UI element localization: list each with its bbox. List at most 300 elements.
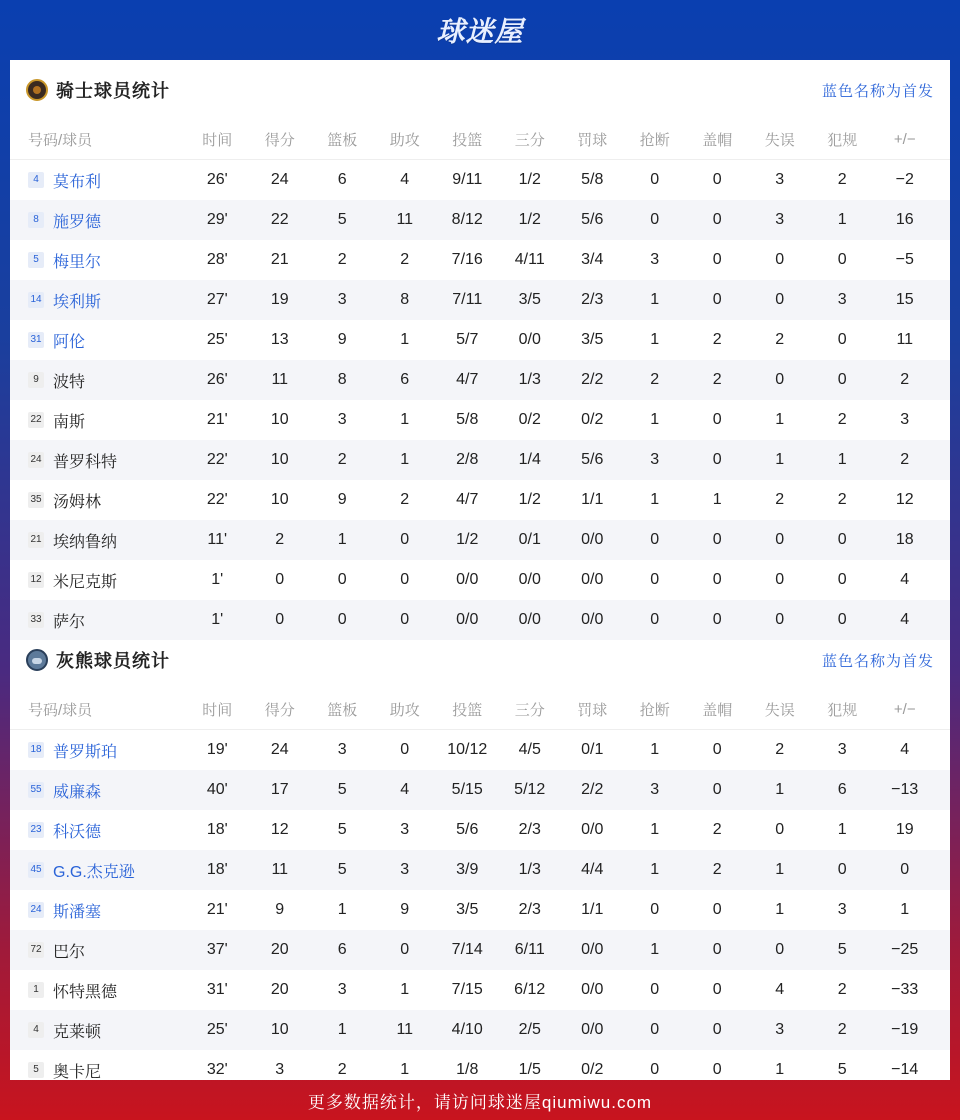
player-row[interactable] [10,730,950,770]
stat-plus-minus: 15 [895,291,914,308]
stat-time: 26' [206,371,228,388]
player-row[interactable] [10,480,950,520]
stat-plus-minus: 16 [895,211,914,228]
stat-three-pt: 4/11 [514,251,545,268]
player-row[interactable] [10,770,950,810]
player-row[interactable] [10,930,950,970]
stat-turnovers: 0 [775,531,785,548]
stat-steals: 0 [650,611,660,628]
jersey-number-badge: 9 [28,372,44,388]
column-header-turnovers: 失误 [764,132,795,149]
stat-assists: 0 [400,531,410,548]
stat-three-pt: 2/5 [518,1021,541,1038]
stat-time: 21' [206,901,228,918]
stat-steals: 1 [650,741,660,758]
stat-time: 19' [206,741,228,758]
stat-rebounds: 2 [337,1061,347,1078]
stat-rebounds: 3 [337,411,347,428]
stat-time: 28' [206,251,228,268]
stat-time: 25' [206,331,228,348]
stat-assists: 1 [400,451,410,468]
stat-blocks: 0 [712,781,722,798]
stat-fg: 3/5 [456,901,479,918]
stat-plus-minus: −14 [891,1061,919,1078]
column-header-points: 得分 [264,132,295,149]
stat-blocks: 0 [712,291,722,308]
stat-turnovers: 1 [775,451,785,468]
stat-rebounds: 3 [337,981,347,998]
stat-fouls: 1 [837,821,847,838]
stat-time: 1' [211,571,224,588]
stat-three-pt: 0/2 [518,411,541,428]
stat-fouls: 2 [837,171,847,188]
jersey-number-badge: 5 [28,1062,44,1078]
stat-fouls: 2 [837,1021,847,1038]
column-header-player: 号码/球员 [28,702,93,719]
stat-points: 10 [270,411,289,428]
player-name[interactable]: 波特 [53,373,86,391]
stat-fouls: 0 [837,611,847,628]
player-name[interactable]: 奥卡尼 [53,1063,102,1081]
player-cell [10,779,186,802]
jersey-number-badge: 12 [28,572,44,588]
stats-panel [10,60,950,1080]
player-row[interactable] [10,850,950,890]
stat-blocks: 0 [712,901,722,918]
stat-plus-minus: 11 [896,331,914,348]
player-name[interactable]: 萨尔 [53,613,86,631]
stat-rebounds: 5 [337,861,347,878]
player-cell [10,369,186,392]
stat-steals: 0 [650,901,660,918]
stat-ft: 0/0 [581,571,604,588]
stat-fg: 2/8 [456,451,479,468]
column-header-three-pt: 三分 [514,132,545,149]
column-header-fg: 投篮 [452,702,483,719]
stat-ft: 0/0 [581,941,604,958]
stat-fouls: 2 [837,981,847,998]
player-row[interactable] [10,160,950,200]
column-header-rebounds: 篮板 [327,702,358,719]
stat-three-pt: 1/3 [518,371,541,388]
jersey-number-badge: 33 [28,612,44,628]
stat-rebounds: 5 [337,821,347,838]
stat-turnovers: 0 [775,291,785,308]
column-header-ft: 罚球 [577,132,608,149]
stat-fg: 7/15 [451,981,483,998]
column-header-plus-minus: +/− [893,701,916,718]
stat-ft: 2/2 [581,781,604,798]
player-name[interactable]: 埃利斯 [53,293,102,311]
stat-turnovers: 1 [775,411,785,428]
stat-three-pt: 1/2 [518,211,541,228]
player-cell [10,939,186,962]
jersey-number-badge: 21 [28,532,44,548]
stat-ft: 0/0 [581,531,604,548]
column-header-assists: 助攻 [389,132,420,149]
stat-rebounds: 1 [337,1021,347,1038]
stat-points: 22 [270,211,289,228]
stat-rebounds: 5 [337,781,347,798]
player-row[interactable] [10,280,950,320]
stat-ft: 0/1 [581,741,604,758]
stat-ft: 2/3 [581,291,604,308]
stat-time: 26' [206,171,228,188]
stat-assists: 2 [400,251,410,268]
stat-steals: 1 [650,941,660,958]
column-header-points: 得分 [264,702,295,719]
stat-points: 3 [275,1061,285,1078]
stat-fg: 1/2 [456,531,479,548]
stat-three-pt: 1/5 [518,1061,541,1078]
stat-fouls: 0 [837,331,847,348]
stat-fouls: 0 [837,251,847,268]
section-title [26,77,170,103]
stat-fouls: 0 [837,571,847,588]
stat-points: 24 [270,741,289,758]
stat-turnovers: 0 [775,251,785,268]
stat-plus-minus: 1 [900,901,910,918]
footer-banner[interactable]: 更多数据统计，请访问球迷屋qiumiwu.com [307,1092,653,1112]
cavaliers-logo-icon [26,79,48,101]
player-cell [10,739,186,762]
stat-points: 13 [270,331,289,348]
player-cell [10,249,186,272]
stat-fg: 3/9 [456,861,479,878]
stat-time: 1' [211,611,224,628]
player-row[interactable] [10,970,950,1010]
stat-plus-minus: −25 [891,941,919,958]
stat-three-pt: 2/3 [518,821,541,838]
jersey-number-badge: 22 [28,412,44,428]
stat-three-pt: 5/12 [514,781,546,798]
stat-blocks: 2 [712,821,722,838]
stat-blocks: 0 [712,1061,722,1078]
stat-plus-minus: −5 [895,251,914,268]
stat-time: 11' [207,531,228,548]
player-name[interactable]: 梅里尔 [53,253,102,271]
stat-assists: 6 [400,371,410,388]
stat-fg: 0/0 [456,611,479,628]
jersey-number-badge: 8 [28,212,44,228]
stat-time: 31' [206,981,228,998]
jersey-number-badge: 18 [28,742,44,758]
stat-assists: 11 [396,1021,414,1038]
stat-turnovers: 2 [775,741,785,758]
stat-points: 21 [270,251,289,268]
player-cell [10,209,186,232]
player-name[interactable]: 科沃德 [53,823,102,841]
stat-plus-minus: 12 [895,491,914,508]
stat-assists: 4 [400,781,410,798]
grizzlies-logo-icon [26,649,48,671]
stat-plus-minus: 4 [900,741,910,758]
stat-ft: 1/1 [581,491,604,508]
column-header-blocks: 盖帽 [702,702,733,719]
player-row[interactable] [10,560,950,600]
player-cell [10,609,186,632]
stat-plus-minus: −33 [891,981,919,998]
stat-assists: 9 [400,901,410,918]
stat-three-pt: 0/0 [518,331,541,348]
jersey-number-badge: 72 [28,942,44,958]
player-row[interactable] [10,320,950,360]
player-row[interactable] [10,520,950,560]
stat-plus-minus: −2 [895,171,914,188]
stat-plus-minus: −13 [891,781,919,798]
player-row[interactable] [10,400,950,440]
stat-time: 37' [206,941,228,958]
stat-points: 17 [270,781,289,798]
column-header-blocks: 盖帽 [702,132,733,149]
stat-rebounds: 6 [337,941,347,958]
stat-fg: 4/10 [451,1021,483,1038]
stat-fouls: 1 [837,211,847,228]
stat-assists: 3 [400,861,410,878]
starter-legend-note: 蓝色名称为首发 [821,82,934,100]
player-cell [10,1019,186,1042]
stat-assists: 3 [400,821,410,838]
stat-points: 0 [275,611,285,628]
player-cell [10,819,186,842]
stat-steals: 1 [650,331,660,348]
stat-fouls: 3 [837,741,847,758]
section-header [10,60,950,120]
stat-plus-minus: 2 [900,371,910,388]
stat-assists: 4 [400,171,410,188]
stat-rebounds: 9 [337,331,347,348]
stat-blocks: 2 [712,331,722,348]
stat-points: 19 [270,291,289,308]
player-cell [10,489,186,512]
player-name[interactable]: 怀特黑德 [53,983,118,1001]
column-header-assists: 助攻 [389,702,420,719]
stat-fg: 5/15 [451,781,483,798]
stat-turnovers: 2 [775,491,785,508]
player-row[interactable] [10,810,950,850]
stat-assists: 0 [400,571,410,588]
stat-three-pt: 1/2 [518,491,541,508]
player-name[interactable]: 克莱顿 [53,1023,102,1041]
stat-fg: 1/8 [456,1061,479,1078]
stat-ft: 0/2 [581,411,604,428]
stat-time: 21' [206,411,228,428]
stat-points: 2 [275,531,285,548]
player-name[interactable]: 巴尔 [53,943,86,961]
stat-rebounds: 0 [337,571,347,588]
player-row[interactable] [10,890,950,930]
stat-ft: 3/5 [581,331,604,348]
jersey-number-badge: 4 [28,172,44,188]
stat-fg: 0/0 [456,571,479,588]
stat-ft: 5/6 [581,211,604,228]
section-header [10,630,950,690]
section-title [26,647,170,673]
stat-steals: 2 [650,371,660,388]
player-name[interactable]: 南斯 [53,413,86,431]
stat-fouls: 5 [837,941,847,958]
table-header-row [10,690,950,730]
stat-assists: 1 [400,331,410,348]
column-header-time: 时间 [202,132,233,149]
top-bar [0,0,960,60]
player-cell [10,289,186,312]
jersey-number-badge: 31 [28,332,44,348]
stat-plus-minus: 2 [900,451,910,468]
stat-three-pt: 2/3 [518,901,541,918]
player-cell [10,329,186,352]
stat-turnovers: 0 [775,821,785,838]
player-name[interactable]: 施罗德 [53,213,102,231]
stat-points: 11 [271,861,289,878]
player-cell [10,979,186,1002]
stat-plus-minus: 18 [895,531,914,548]
column-header-fouls: 犯规 [827,132,858,149]
jersey-number-badge: 1 [28,982,44,998]
column-header-turnovers: 失误 [764,702,795,719]
stat-assists: 1 [400,1061,410,1078]
stat-blocks: 0 [712,411,722,428]
stat-turnovers: 2 [775,331,785,348]
stat-plus-minus: 4 [900,571,910,588]
stat-plus-minus: 3 [900,411,910,428]
player-cell [10,169,186,192]
stat-turnovers: 1 [775,861,785,878]
stat-steals: 0 [650,531,660,548]
column-header-ft: 罚球 [577,702,608,719]
player-name[interactable]: 威廉森 [53,783,102,801]
stat-turnovers: 3 [775,1021,785,1038]
stat-fg: 7/11 [452,291,483,308]
stat-fg: 5/6 [456,821,479,838]
stat-blocks: 0 [712,211,722,228]
player-name[interactable]: G.G.杰克逊 [53,863,135,881]
stat-assists: 0 [400,941,410,958]
column-header-time: 时间 [202,702,233,719]
grizzlies-section [10,630,950,1090]
stat-time: 32' [206,1061,228,1078]
stat-three-pt: 4/5 [518,741,541,758]
player-cell [10,409,186,432]
stat-fouls: 2 [837,411,847,428]
stat-plus-minus: 0 [900,861,910,878]
stat-ft: 0/2 [581,1061,604,1078]
column-header-steals: 抢断 [639,132,670,149]
stat-points: 24 [270,171,289,188]
stat-plus-minus: −19 [891,1021,919,1038]
player-name[interactable]: 汤姆林 [53,493,102,511]
player-name[interactable]: 米尼克斯 [53,573,118,591]
stat-blocks: 0 [712,451,722,468]
player-cell [10,449,186,472]
stat-rebounds: 1 [337,531,347,548]
stat-points: 20 [270,941,289,958]
column-header-plus-minus: +/− [893,131,916,148]
stat-rebounds: 3 [337,291,347,308]
stat-assists: 8 [400,291,410,308]
stat-points: 10 [270,491,289,508]
player-name[interactable]: 普罗斯珀 [53,743,118,761]
cavaliers-section [10,60,950,640]
stat-three-pt: 6/12 [514,981,546,998]
player-row[interactable] [10,1010,950,1050]
stat-ft: 4/4 [581,861,604,878]
player-cell [10,569,186,592]
stat-blocks: 0 [712,171,722,188]
stat-points: 20 [270,981,289,998]
stat-rebounds: 8 [337,371,347,388]
column-header-three-pt: 三分 [514,702,545,719]
stat-fg: 7/16 [451,251,483,268]
jersey-number-badge: 24 [28,902,44,918]
stat-fg: 5/8 [456,411,479,428]
stat-fg: 10/12 [447,741,488,758]
stat-blocks: 0 [712,251,722,268]
player-cell [10,529,186,552]
stat-fouls: 0 [837,861,847,878]
stat-assists: 0 [400,611,410,628]
brand-logo[interactable]: 球迷屋 [436,15,524,48]
player-row[interactable] [10,240,950,280]
player-name[interactable]: 莫布利 [53,173,102,191]
player-row[interactable] [10,200,950,240]
stat-time: 22' [206,491,228,508]
stat-fouls: 3 [837,291,847,308]
stat-assists: 0 [400,741,410,758]
stat-fouls: 1 [837,451,847,468]
stat-rebounds: 6 [337,171,347,188]
player-name[interactable]: 普罗科特 [53,453,118,471]
stat-fouls: 3 [837,901,847,918]
stat-blocks: 0 [712,531,722,548]
stat-steals: 3 [650,251,660,268]
stat-rebounds: 2 [337,251,347,268]
column-header-rebounds: 篮板 [327,132,358,149]
stat-ft: 1/1 [581,901,604,918]
stat-time: 29' [206,211,228,228]
stat-blocks: 0 [712,611,722,628]
stat-ft: 0/0 [581,821,604,838]
player-name[interactable]: 埃纳鲁纳 [53,533,118,551]
stat-turnovers: 1 [775,1061,785,1078]
stat-three-pt: 1/3 [518,861,541,878]
jersey-number-badge: 35 [28,492,44,508]
stat-fouls: 2 [837,491,847,508]
stat-blocks: 0 [712,571,722,588]
stat-fg: 9/11 [452,171,483,188]
section-title-text: 灰熊球员统计 [56,651,170,671]
player-row[interactable] [10,360,950,400]
player-row[interactable] [10,440,950,480]
stat-fg: 5/7 [456,331,479,348]
player-name[interactable]: 斯潘塞 [53,903,102,921]
stat-assists: 1 [400,411,410,428]
stat-blocks: 0 [712,981,722,998]
stat-time: 27' [206,291,228,308]
column-header-fg: 投篮 [452,132,483,149]
player-name[interactable]: 阿伦 [53,333,86,351]
stat-three-pt: 0/1 [518,531,541,548]
jersey-number-badge: 5 [28,252,44,268]
stat-assists: 1 [400,981,410,998]
stat-time: 22' [206,451,228,468]
jersey-number-badge: 55 [28,782,44,798]
stat-ft: 0/0 [581,1021,604,1038]
jersey-number-badge: 23 [28,822,44,838]
stat-turnovers: 1 [775,901,785,918]
jersey-number-badge: 45 [28,862,44,878]
stat-turnovers: 3 [775,171,785,188]
